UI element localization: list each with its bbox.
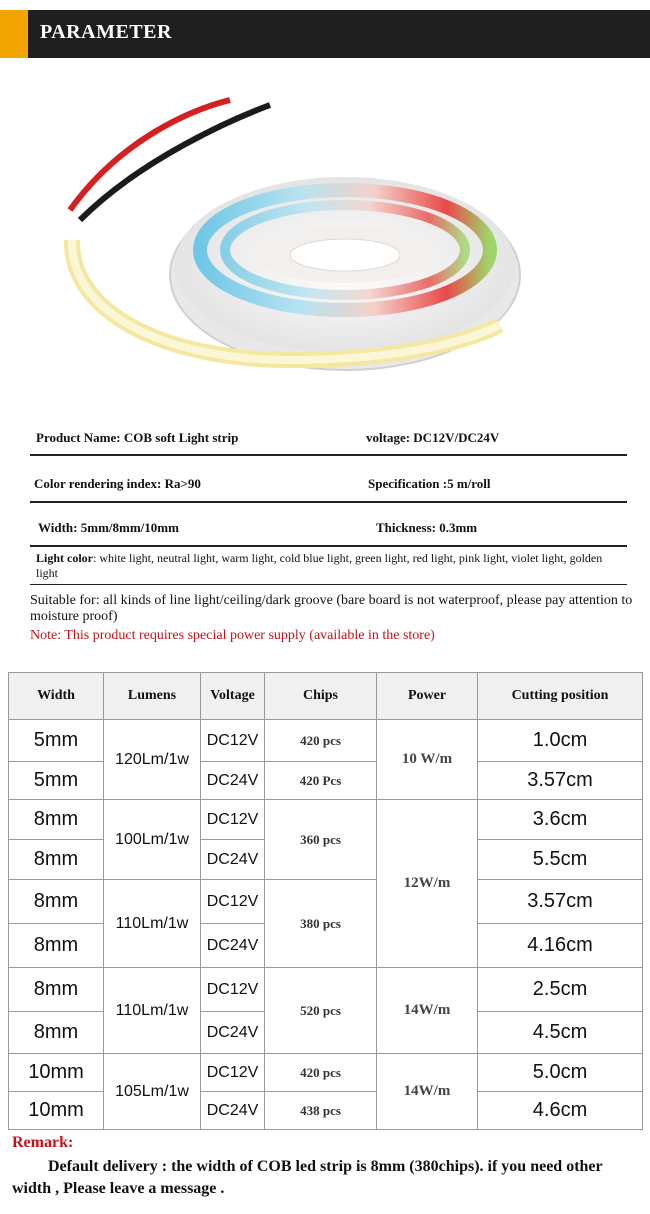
cutting-cell: 2.5cm xyxy=(478,968,643,1012)
header-power: Power xyxy=(377,673,478,720)
cutting-cell: 5.5cm xyxy=(478,840,643,880)
width-cell: 5mm xyxy=(9,762,104,800)
chips-cell: 420 pcs xyxy=(265,720,377,762)
header-cutting-position: Cutting position xyxy=(478,673,643,720)
table-row xyxy=(9,720,643,762)
width-cell: 8mm xyxy=(9,968,104,1012)
power-cell: 10 W/m xyxy=(377,720,478,800)
header-chips: Chips xyxy=(265,673,377,720)
power-supply-note: Note: This product requires special power supply (available in the store) xyxy=(30,628,435,643)
light-color-note xyxy=(36,551,626,581)
chips-cell: 420 Pcs xyxy=(265,762,377,800)
lumens-cell: 110Lm/1w xyxy=(104,880,201,968)
width-cell: 10mm xyxy=(9,1092,104,1130)
light-color-label: Light color xyxy=(36,551,93,565)
header-voltage: Voltage xyxy=(201,673,265,720)
power-cell: 14W/m xyxy=(377,968,478,1054)
remark-body: Default delivery : the width of COB led strip is 8mm (380chips). if you need other width , Please leave a message . xyxy=(12,1158,603,1197)
width-cell: 10mm xyxy=(9,1054,104,1092)
width-cell: 8mm xyxy=(9,924,104,968)
cutting-cell: 4.5cm xyxy=(478,1012,643,1054)
header-accent-bar xyxy=(0,10,28,58)
cutting-cell: 5.0cm xyxy=(478,1054,643,1092)
width-cell: 5mm xyxy=(9,720,104,762)
divider xyxy=(30,545,627,547)
cri-spec: Color rendering index: Ra>90 xyxy=(34,476,201,491)
width-cell: 8mm xyxy=(9,880,104,924)
cutting-cell: 3.57cm xyxy=(478,880,643,924)
chips-cell: 438 pcs xyxy=(265,1092,377,1130)
chips-cell: 520 pcs xyxy=(265,968,377,1054)
divider xyxy=(30,584,627,585)
table-row xyxy=(9,1054,643,1092)
header-lumens: Lumens xyxy=(104,673,201,720)
remark-title: Remark: xyxy=(12,1134,74,1151)
voltage-cell: DC12V xyxy=(201,880,265,924)
product-name: Product Name: COB soft Light strip xyxy=(36,430,239,445)
voltage-cell: DC12V xyxy=(201,720,265,762)
table-row xyxy=(9,880,643,924)
thickness-spec: Thickness: 0.3mm xyxy=(376,520,478,535)
light-color-text: : white light, neutral light, warm light, cold blue light, green light, red light, pink light, violet light, golden light xyxy=(36,551,603,580)
chips-cell: 420 pcs xyxy=(265,1054,377,1092)
width-cell: 8mm xyxy=(9,840,104,880)
power-cell: 14W/m xyxy=(377,1054,478,1130)
voltage-cell: DC24V xyxy=(201,1092,265,1130)
lumens-cell: 100Lm/1w xyxy=(104,800,201,880)
header-width: Width xyxy=(9,673,104,720)
cutting-cell: 1.0cm xyxy=(478,720,643,762)
specification-spec: Specification :5 m/roll xyxy=(368,476,491,491)
cutting-cell: 4.16cm xyxy=(478,924,643,968)
voltage-spec: voltage: DC12V/DC24V xyxy=(366,430,500,445)
cutting-cell: 3.6cm xyxy=(478,800,643,840)
divider xyxy=(30,501,627,503)
suitable-for-text: Suitable for: all kinds of line light/ceiling/dark groove (bare board is not waterproof, please pay attention to moisture proof) xyxy=(30,593,633,624)
width-spec: Width: 5mm/8mm/10mm xyxy=(38,520,179,535)
power-cell: 12W/m xyxy=(377,800,478,968)
cutting-cell: 3.57cm xyxy=(478,762,643,800)
table-row xyxy=(9,800,643,840)
parameter-table xyxy=(8,672,643,1130)
chips-cell: 380 pcs xyxy=(265,880,377,968)
cutting-cell: 4.6cm xyxy=(478,1092,643,1130)
voltage-cell: DC24V xyxy=(201,762,265,800)
voltage-cell: DC24V xyxy=(201,924,265,968)
led-strip-reel-image xyxy=(0,60,650,420)
parameter-header xyxy=(0,10,650,58)
lumens-cell: 105Lm/1w xyxy=(104,1054,201,1130)
width-cell: 8mm xyxy=(9,1012,104,1054)
lumens-cell: 110Lm/1w xyxy=(104,968,201,1054)
voltage-cell: DC12V xyxy=(201,968,265,1012)
width-cell: 8mm xyxy=(9,800,104,840)
lumens-cell: 120Lm/1w xyxy=(104,720,201,800)
chips-cell: 360 pcs xyxy=(265,800,377,880)
table-header-row xyxy=(9,673,643,720)
voltage-cell: DC24V xyxy=(201,840,265,880)
voltage-cell: DC24V xyxy=(201,1012,265,1054)
voltage-cell: DC12V xyxy=(201,800,265,840)
table-row xyxy=(9,968,643,1012)
header-title: PARAMETER xyxy=(40,21,172,43)
voltage-cell: DC12V xyxy=(201,1054,265,1092)
divider xyxy=(30,454,627,456)
